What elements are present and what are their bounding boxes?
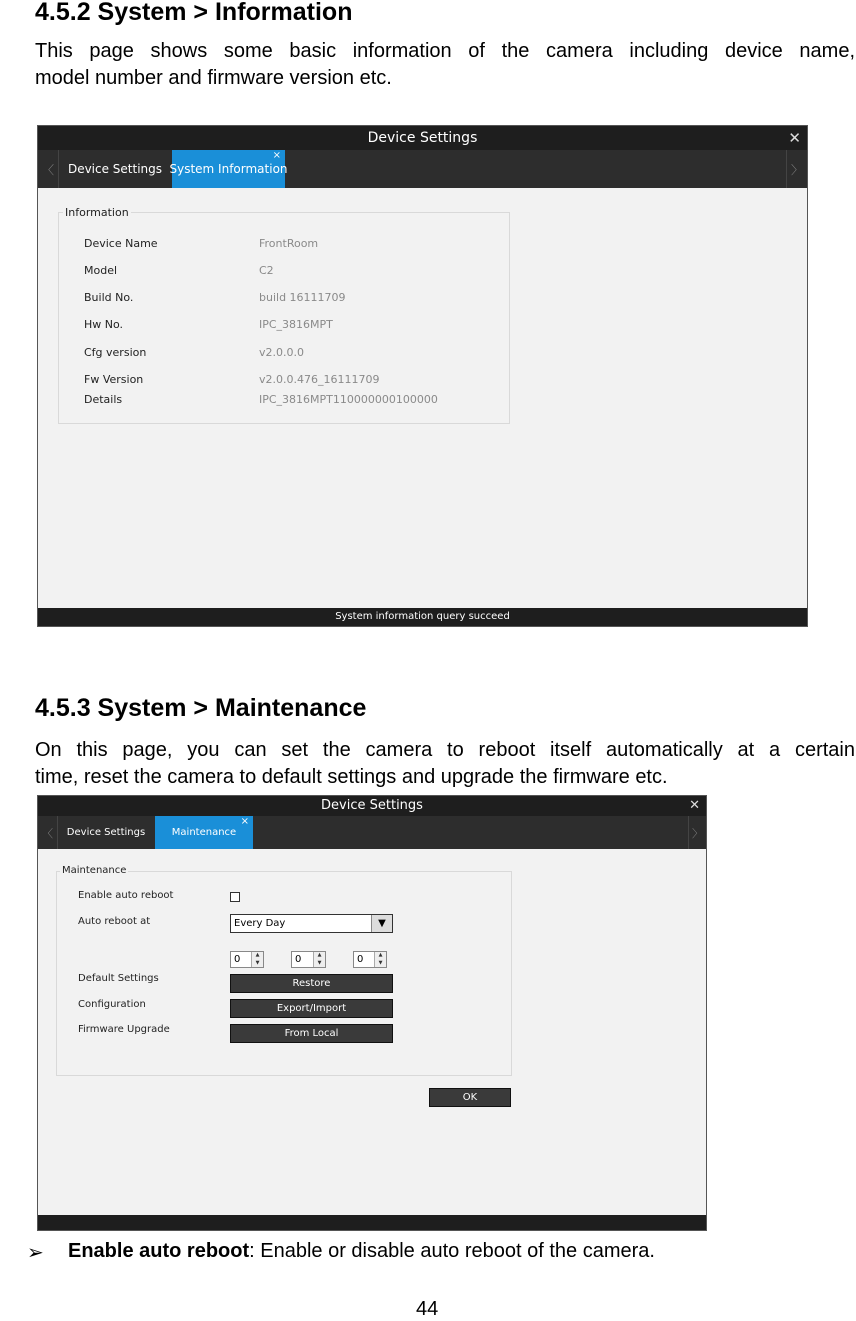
stepper-value: 0 [357, 954, 364, 965]
from-local-button[interactable]: From Local [230, 1024, 393, 1043]
select-value: Every Day [234, 918, 286, 929]
ok-button[interactable]: OK [429, 1088, 511, 1107]
label-default-settings: Default Settings [78, 973, 159, 984]
status-bar [38, 1215, 706, 1230]
value-details: IPC_3816MPT110000000100000 [259, 393, 438, 406]
reboot-second-stepper[interactable] [353, 951, 387, 968]
value-cfg-version: v2.0.0.0 [259, 346, 304, 359]
section-paragraph-line: On this page, you can set the camera to reboot itself automatically at a certain [35, 739, 855, 761]
label-configuration: Configuration [78, 999, 146, 1010]
decrement-icon[interactable]: ▼ [378, 959, 383, 966]
tab-scroll-left-icon[interactable]: 〈 [38, 816, 58, 849]
reboot-hour-stepper[interactable] [230, 951, 264, 968]
label-enable-auto-reboot: Enable auto reboot [78, 890, 174, 901]
dialog-title: Device Settings [38, 126, 807, 150]
enable-auto-reboot-checkbox[interactable] [230, 892, 240, 902]
label-cfg-version: Cfg version [84, 346, 147, 359]
value-device-name: FrontRoom [259, 237, 319, 250]
tab-close-icon[interactable]: × [272, 150, 281, 161]
bullet-description: : Enable or disable auto reboot of the camera. [249, 1240, 655, 1262]
tab-scroll-right-icon[interactable]: 〉 [688, 816, 706, 849]
value-build-no: build 16111709 [259, 291, 346, 304]
bullet-text [68, 1240, 655, 1263]
close-icon[interactable]: ✕ [788, 129, 801, 147]
section-paragraph-line: time, reset the camera to default settings and upgrade the firmware etc. [35, 766, 668, 788]
tab-maintenance[interactable] [155, 816, 253, 849]
label-build-no: Build No. [84, 291, 134, 304]
tab-device-settings[interactable]: Device Settings [66, 827, 146, 838]
tab-system-information[interactable] [169, 150, 288, 188]
tab-bar [38, 150, 807, 188]
section-heading-maintenance: 4.5.3 System > Maintenance [35, 694, 367, 722]
label-model: Model [84, 264, 118, 277]
label-fw-version: Fw Version [84, 373, 144, 386]
restore-button[interactable]: Restore [230, 974, 393, 993]
tab-scroll-right-icon[interactable]: 〉 [786, 150, 807, 188]
label-details: Details [84, 393, 123, 406]
section-paragraph-line: This page shows some basic information of the camera including device name, [35, 40, 855, 62]
close-icon[interactable]: ✕ [689, 798, 700, 813]
dialog-title: Device Settings [38, 796, 706, 816]
device-settings-dialog-information [37, 125, 808, 627]
tab-label: System Information [169, 162, 288, 176]
increment-icon[interactable]: ▲ [317, 952, 322, 958]
increment-icon[interactable]: ▲ [255, 952, 260, 958]
decrement-icon[interactable]: ▼ [255, 959, 260, 966]
reboot-schedule-select[interactable] [230, 914, 393, 933]
decrement-icon[interactable]: ▼ [317, 959, 322, 966]
tab-bar [38, 816, 706, 849]
tab-device-settings[interactable]: Device Settings [67, 162, 163, 176]
export-import-button[interactable]: Export/Import [230, 999, 393, 1018]
tab-close-icon[interactable]: × [240, 816, 249, 827]
label-firmware-upgrade: Firmware Upgrade [78, 1024, 170, 1035]
chevron-down-icon[interactable]: ▼ [371, 915, 392, 932]
tab-label: Maintenance [171, 827, 237, 838]
group-title: Information [65, 206, 129, 219]
label-auto-reboot-at: Auto reboot at [78, 916, 151, 927]
group-title: Maintenance [62, 865, 127, 876]
stepper-value: 0 [295, 954, 302, 965]
section-heading-information: 4.5.2 System > Information [35, 0, 353, 26]
reboot-minute-stepper[interactable] [291, 951, 326, 968]
device-settings-dialog-maintenance [37, 795, 707, 1231]
label-hw-no: Hw No. [84, 318, 124, 331]
tab-scroll-left-icon[interactable]: 〈 [38, 150, 59, 188]
value-fw-version: v2.0.0.476_16111709 [259, 373, 380, 386]
value-hw-no: IPC_3816MPT [259, 318, 333, 331]
bullet-marker: ➢ [27, 1242, 44, 1264]
label-device-name: Device Name [84, 237, 158, 250]
status-bar: System information query succeed [38, 608, 807, 626]
stepper-value: 0 [234, 954, 241, 965]
section-paragraph-line: model number and firmware version etc. [35, 67, 392, 89]
value-model: C2 [259, 264, 274, 277]
page-number: 44 [416, 1298, 439, 1320]
bullet-term: Enable auto reboot [68, 1240, 250, 1262]
increment-icon[interactable]: ▲ [378, 952, 383, 958]
